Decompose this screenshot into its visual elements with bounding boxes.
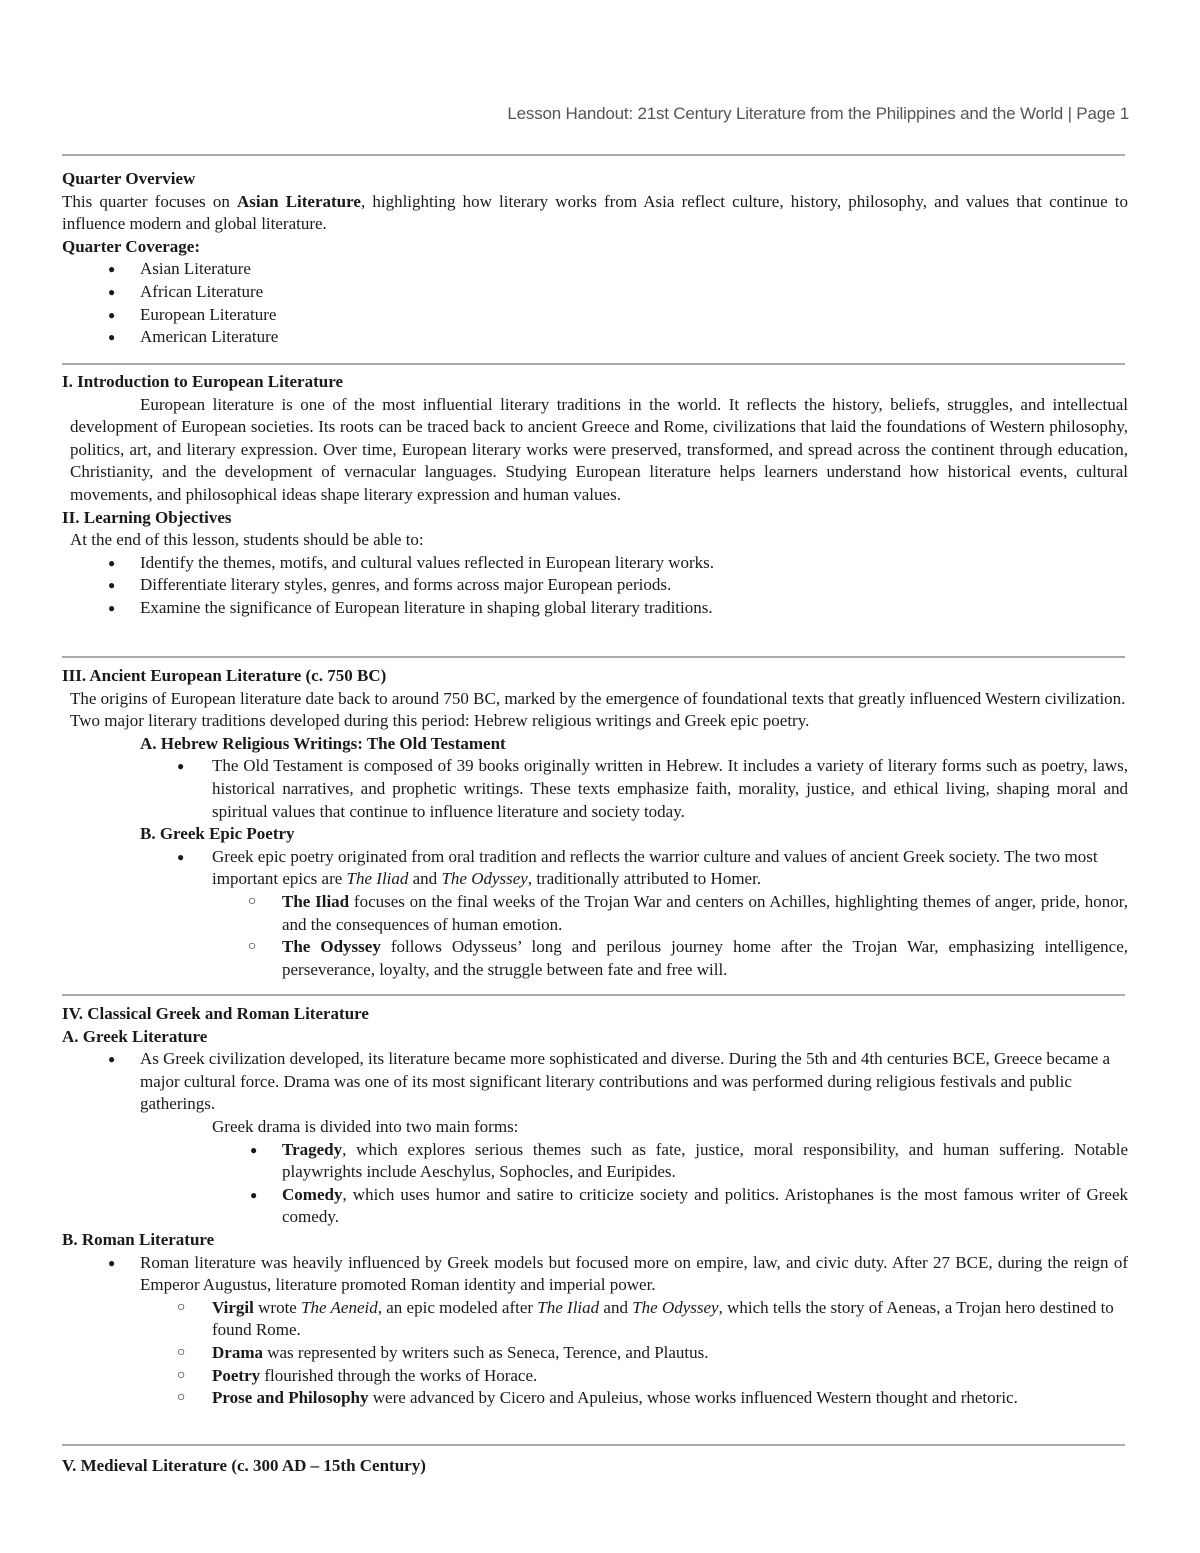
bullet-icon: ●: [177, 849, 185, 864]
roman-literature-title: B. Roman Literature: [62, 1229, 215, 1249]
bullet-icon: ●: [108, 262, 116, 277]
prose-text: were advanced by Cicero and Apuleius, whose works influenced Western thought and rhetoric.: [368, 1388, 1018, 1408]
greek-epic-title: B. Greek Epic Poetry: [140, 824, 295, 844]
iliad-text: focuses on the final weeks of the Trojan War and centers on Achilles, highlighting themes of anger, pride, honor, and the consequences of human emotion.: [282, 891, 1128, 934]
circle-bullet-icon: ○: [248, 939, 257, 955]
comedy-text: , which uses humor and satire to criticize society and politics. Aristophanes is the most famous writer of Greek comedy.: [282, 1184, 1128, 1227]
roman-literature-text: Roman literature was heavily influenced by Greek models but focused more on empire, law, and civic duty. After 27 BCE, during the reign of Emperor Augustus, literature promoted Roman identity and imperial power.: [140, 1252, 1128, 1295]
circle-bullet-icon: ○: [177, 1344, 186, 1360]
odyssey-title: The Odyssey: [441, 869, 528, 889]
bullet-icon: ●: [177, 759, 185, 774]
page-header: Lesson Handout: 21st Century Literature from the Philippines and the World | Page 1: [507, 104, 1129, 123]
objective-label: Differentiate literary styles, genres, and forms across major European periods.: [140, 575, 672, 595]
drama-lead: Greek drama is divided into two main forms:: [212, 1116, 519, 1136]
odyssey-text: follows Odysseus’ long and perilous journey home after the Trojan War, emphasizing intelligence, perseverance, loyalty, and the struggle between fate and free will.: [282, 937, 1128, 979]
conjunction: and: [408, 869, 442, 889]
coverage-item: [62, 258, 1128, 281]
ancient-section: [62, 665, 1128, 981]
coverage-item: [62, 304, 1128, 327]
overview-text-bold: Asian Literature: [236, 191, 361, 211]
tragedy-label: Tragedy: [282, 1139, 343, 1159]
bullet-icon: ●: [108, 600, 116, 615]
circle-bullet-icon: ○: [177, 1390, 186, 1406]
objectives-title: II. Learning Objectives: [62, 507, 232, 527]
objective-label: Examine the significance of European literature in shaping global literary traditions.: [140, 597, 713, 617]
iliad-label: The Iliad: [282, 891, 350, 911]
intro-title: I. Introduction to European Literature: [62, 372, 343, 391]
bullet-icon: ●: [108, 578, 116, 593]
bullet-icon: ●: [108, 307, 116, 322]
prose-item: [62, 1387, 1128, 1410]
comedy-label: Comedy: [282, 1184, 343, 1204]
drama-item: [62, 1342, 1128, 1365]
virgil-item: [62, 1297, 1128, 1342]
iliad-item: [62, 891, 1128, 936]
hebrew-text: The Old Testament is composed of 39 books originally written in Hebrew. It includes a variety of literary forms such as poetry, laws, historical narratives, and prophetic writings. These texts emphasize faith, morality, justice, and ethical living, shaping moral and spiritual values that continue to influence literature and society today.: [212, 756, 1128, 821]
quarter-overview-section: [62, 168, 1128, 349]
drama-label: Drama: [212, 1342, 263, 1362]
prose-label: Prose and Philosophy: [212, 1388, 369, 1408]
greek-epic-text-end: , traditionally attributed to Homer.: [527, 869, 762, 889]
conjunction: and: [599, 1297, 633, 1317]
circle-bullet-icon: ○: [177, 1299, 186, 1315]
divider: [62, 363, 1125, 365]
coverage-item: [62, 281, 1128, 304]
divider: [62, 656, 1125, 658]
ancient-title: III. Ancient European Literature (c. 750 BC): [62, 666, 387, 685]
poetry-label: Poetry: [212, 1365, 261, 1385]
odyssey-item: [62, 936, 1128, 981]
ancient-intro: The origins of European literature date back to around 750 BC, marked by the emergence of foundational texts that greatly influenced Western civilization. Two major literary traditions developed during this period: Hebrew religious writings and Greek epic poetry.: [70, 688, 1126, 731]
hebrew-title: A. Hebrew Religious Writings: The Old Testament: [140, 733, 506, 753]
classical-title: IV. Classical Greek and Roman Literature: [62, 1004, 369, 1023]
greek-literature-item: [62, 1048, 1128, 1116]
virgil-label: Virgil: [212, 1297, 254, 1317]
classical-section: [62, 1003, 1128, 1410]
quarter-overview-title: Quarter Overview: [62, 169, 196, 188]
medieval-title: V. Medieval Literature (c. 300 AD – 15th Century): [62, 1456, 426, 1475]
poetry-item: [62, 1365, 1128, 1388]
greek-epic-text: Greek epic poetry originated from oral tradition and reflects the warrior culture and values of ancient Greek society. The two most important epics are: [212, 846, 1098, 889]
objective-label: Identify the themes, motifs, and cultural values reflected in European literary works.: [140, 552, 715, 572]
coverage-item-label: American Literature: [140, 327, 279, 347]
bullet-icon: ●: [108, 1052, 116, 1067]
bullet-icon: ●: [108, 1255, 116, 1270]
aeneid-title: The Aeneid: [301, 1297, 378, 1317]
odyssey-title: The Odyssey: [632, 1297, 719, 1317]
iliad-title: The Iliad: [346, 869, 409, 889]
overview-text-a: This quarter focuses on: [62, 191, 237, 211]
hebrew-item: [62, 755, 1128, 823]
medieval-section: [62, 1455, 1128, 1478]
tragedy-text: , which explores serious themes such as fate, justice, moral responsibility, and human suffering. Notable playwrights include Aeschylus, Sophocles, and Euripides.: [282, 1139, 1128, 1182]
coverage-item-label: African Literature: [140, 281, 264, 301]
objectives-lead: At the end of this lesson, students should be able to:: [70, 530, 424, 550]
divider: [62, 154, 1125, 156]
coverage-item: [62, 326, 1128, 349]
tragedy-item: [62, 1139, 1128, 1184]
objective-item: [62, 574, 1128, 597]
greek-literature-title: A. Greek Literature: [62, 1026, 208, 1046]
introduction-section: [62, 371, 1128, 620]
virgil-text: , which tells the story of Aeneas, a Trojan hero destined to found Rome.: [212, 1297, 1114, 1340]
bullet-icon: ●: [250, 1142, 258, 1157]
iliad-title: The Iliad: [537, 1297, 600, 1317]
overview-text-b: , highlighting how literary works from Asia reflect culture, history, philosophy, and values that continue to influence modern and global literature.: [62, 191, 1128, 234]
virgil-text: , an epic modeled after: [377, 1297, 538, 1317]
circle-bullet-icon: ○: [248, 893, 257, 909]
coverage-item-label: Asian Literature: [140, 259, 251, 279]
bullet-icon: ●: [108, 284, 116, 299]
greek-epic-item: [62, 846, 1128, 891]
comedy-item: [62, 1184, 1128, 1229]
poetry-text: flourished through the works of Horace.: [260, 1365, 538, 1385]
circle-bullet-icon: ○: [177, 1367, 186, 1383]
roman-literature-item: [62, 1252, 1128, 1297]
bullet-icon: ●: [108, 330, 116, 345]
greek-literature-text: As Greek civilization developed, its literature became more sophisticated and diverse. During the 5th and 4th centuries BCE, Greece became a major cultural force. Drama was one of its most significant literary contributions and was performed during religious festivals and public gatherings.: [140, 1049, 1111, 1114]
bullet-icon: ●: [108, 555, 116, 570]
bullet-icon: ●: [250, 1187, 258, 1202]
drama-text: was represented by writers such as Seneca, Terence, and Plautus.: [262, 1342, 709, 1362]
divider: [62, 994, 1125, 996]
objective-item: [62, 552, 1128, 575]
virgil-text: wrote: [253, 1297, 302, 1317]
objective-item: [62, 597, 1128, 620]
coverage-item-label: European Literature: [140, 304, 277, 324]
quarter-overview-text: [62, 191, 1128, 236]
quarter-coverage-title: Quarter Coverage:: [62, 236, 200, 256]
intro-body: European literature is one of the most influential literary traditions in the world. It reflects the history, beliefs, struggles, and intellectual development of European societies. Its roots can be traced back to ancient Greece and Rome, civilizations that laid the foundations of Western philosophy, politics, art, and literary expression. Over time, European literary works were preserved, transformed, and spread across the continent through education, Christianity, and the development of vernacular languages. Studying European literature helps learners understand how historical events, cultural movements, and philosophical ideas shape literary expression and human values.: [70, 394, 1128, 504]
divider: [62, 1444, 1125, 1446]
odyssey-label: The Odyssey: [282, 937, 381, 957]
